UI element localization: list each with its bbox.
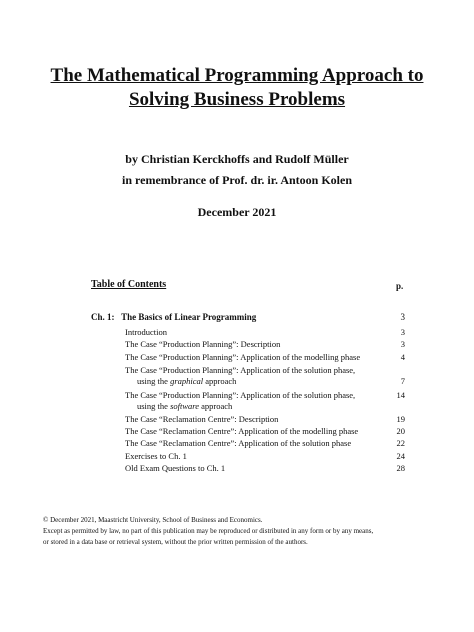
toc-entry-text: The Case “Reclamation Centre”: Description [125, 414, 279, 424]
toc-entry-page: 4 [400, 352, 405, 362]
continuation-prefix: using the [137, 376, 171, 386]
toc-entry-page: 7 [400, 376, 405, 386]
continuation-prefix: using the [137, 401, 171, 411]
continuation-suffix: approach [199, 401, 233, 411]
copyright-notice [43, 515, 443, 548]
toc-entry-continuation [125, 376, 405, 387]
toc-entry [125, 438, 405, 449]
document-title-line-1: The Mathematical Programming Approach to [50, 65, 424, 86]
toc-entry [125, 352, 405, 363]
toc-entry-page: 28 [396, 463, 405, 473]
document-title-line-2: Solving Business Problems [128, 89, 346, 110]
toc-entry-page: 3 [400, 327, 405, 337]
toc-page-column-header: p. [396, 281, 404, 291]
continuation-suffix: approach [203, 376, 237, 386]
toc-entry-page: 20 [396, 426, 405, 436]
toc-entry [125, 390, 405, 412]
chapter-label: Ch. 1: [91, 312, 115, 322]
rights-line-2: or stored in a data base or retrieval system, without the prior written permission of the authors. [43, 538, 308, 546]
remembrance-line: in remembrance of Prof. dr. ir. Antoon Kolen [122, 173, 352, 187]
toc-entry [125, 339, 405, 350]
toc-entry [125, 463, 405, 474]
toc-entry-text: The Case “Reclamation Centre”: Application of the modelling phase [125, 426, 359, 436]
toc-entry-text: Exercises to Ch. 1 [125, 451, 187, 461]
toc-entry-page: 14 [396, 390, 405, 400]
toc-entry-page: 19 [396, 414, 405, 424]
toc-entry [125, 414, 405, 425]
toc-entry-continuation [125, 401, 405, 412]
toc-entry-text: The Case “Production Planning”: Application of the solution phase, [125, 390, 356, 400]
toc-entry-text: Old Exam Questions to Ch. 1 [125, 463, 226, 473]
toc-entry-text: The Case “Production Planning”: Application of the modelling phase [125, 352, 361, 362]
toc-heading: Table of Contents [91, 279, 167, 290]
chapter-page-number: 3 [400, 312, 405, 322]
toc-entry-text: The Case “Reclamation Centre”: Application of the solution phase [125, 438, 352, 448]
toc-entry [125, 451, 405, 462]
chapter-title: The Basics of Linear Programming [121, 312, 257, 322]
continuation-emphasis: software [170, 401, 200, 411]
toc-entry-text: Introduction [125, 327, 168, 337]
toc-entry [125, 426, 405, 437]
toc-entry-page: 24 [396, 451, 405, 461]
toc-entry-text: The Case “Production Planning”: Description [125, 339, 281, 349]
toc-entry [125, 365, 405, 387]
toc-entry [125, 327, 405, 338]
rights-line-1: Except as permitted by law, no part of this publication may be reproduced or distributed in any form or by any means, [43, 527, 374, 535]
copyright-line: © December 2021, Maastricht University, School of Business and Economics. [43, 516, 263, 524]
continuation-emphasis: graphical [170, 376, 204, 386]
toc-entry-page: 3 [400, 339, 405, 349]
authors-line: by Christian Kerckhoffs and Rudolf Müller [125, 152, 349, 166]
publication-date: December 2021 [197, 205, 277, 219]
toc-entry-text: The Case “Production Planning”: Application of the solution phase, [125, 365, 356, 375]
toc-entry-page: 22 [396, 438, 405, 448]
toc-chapter-1 [91, 312, 405, 322]
